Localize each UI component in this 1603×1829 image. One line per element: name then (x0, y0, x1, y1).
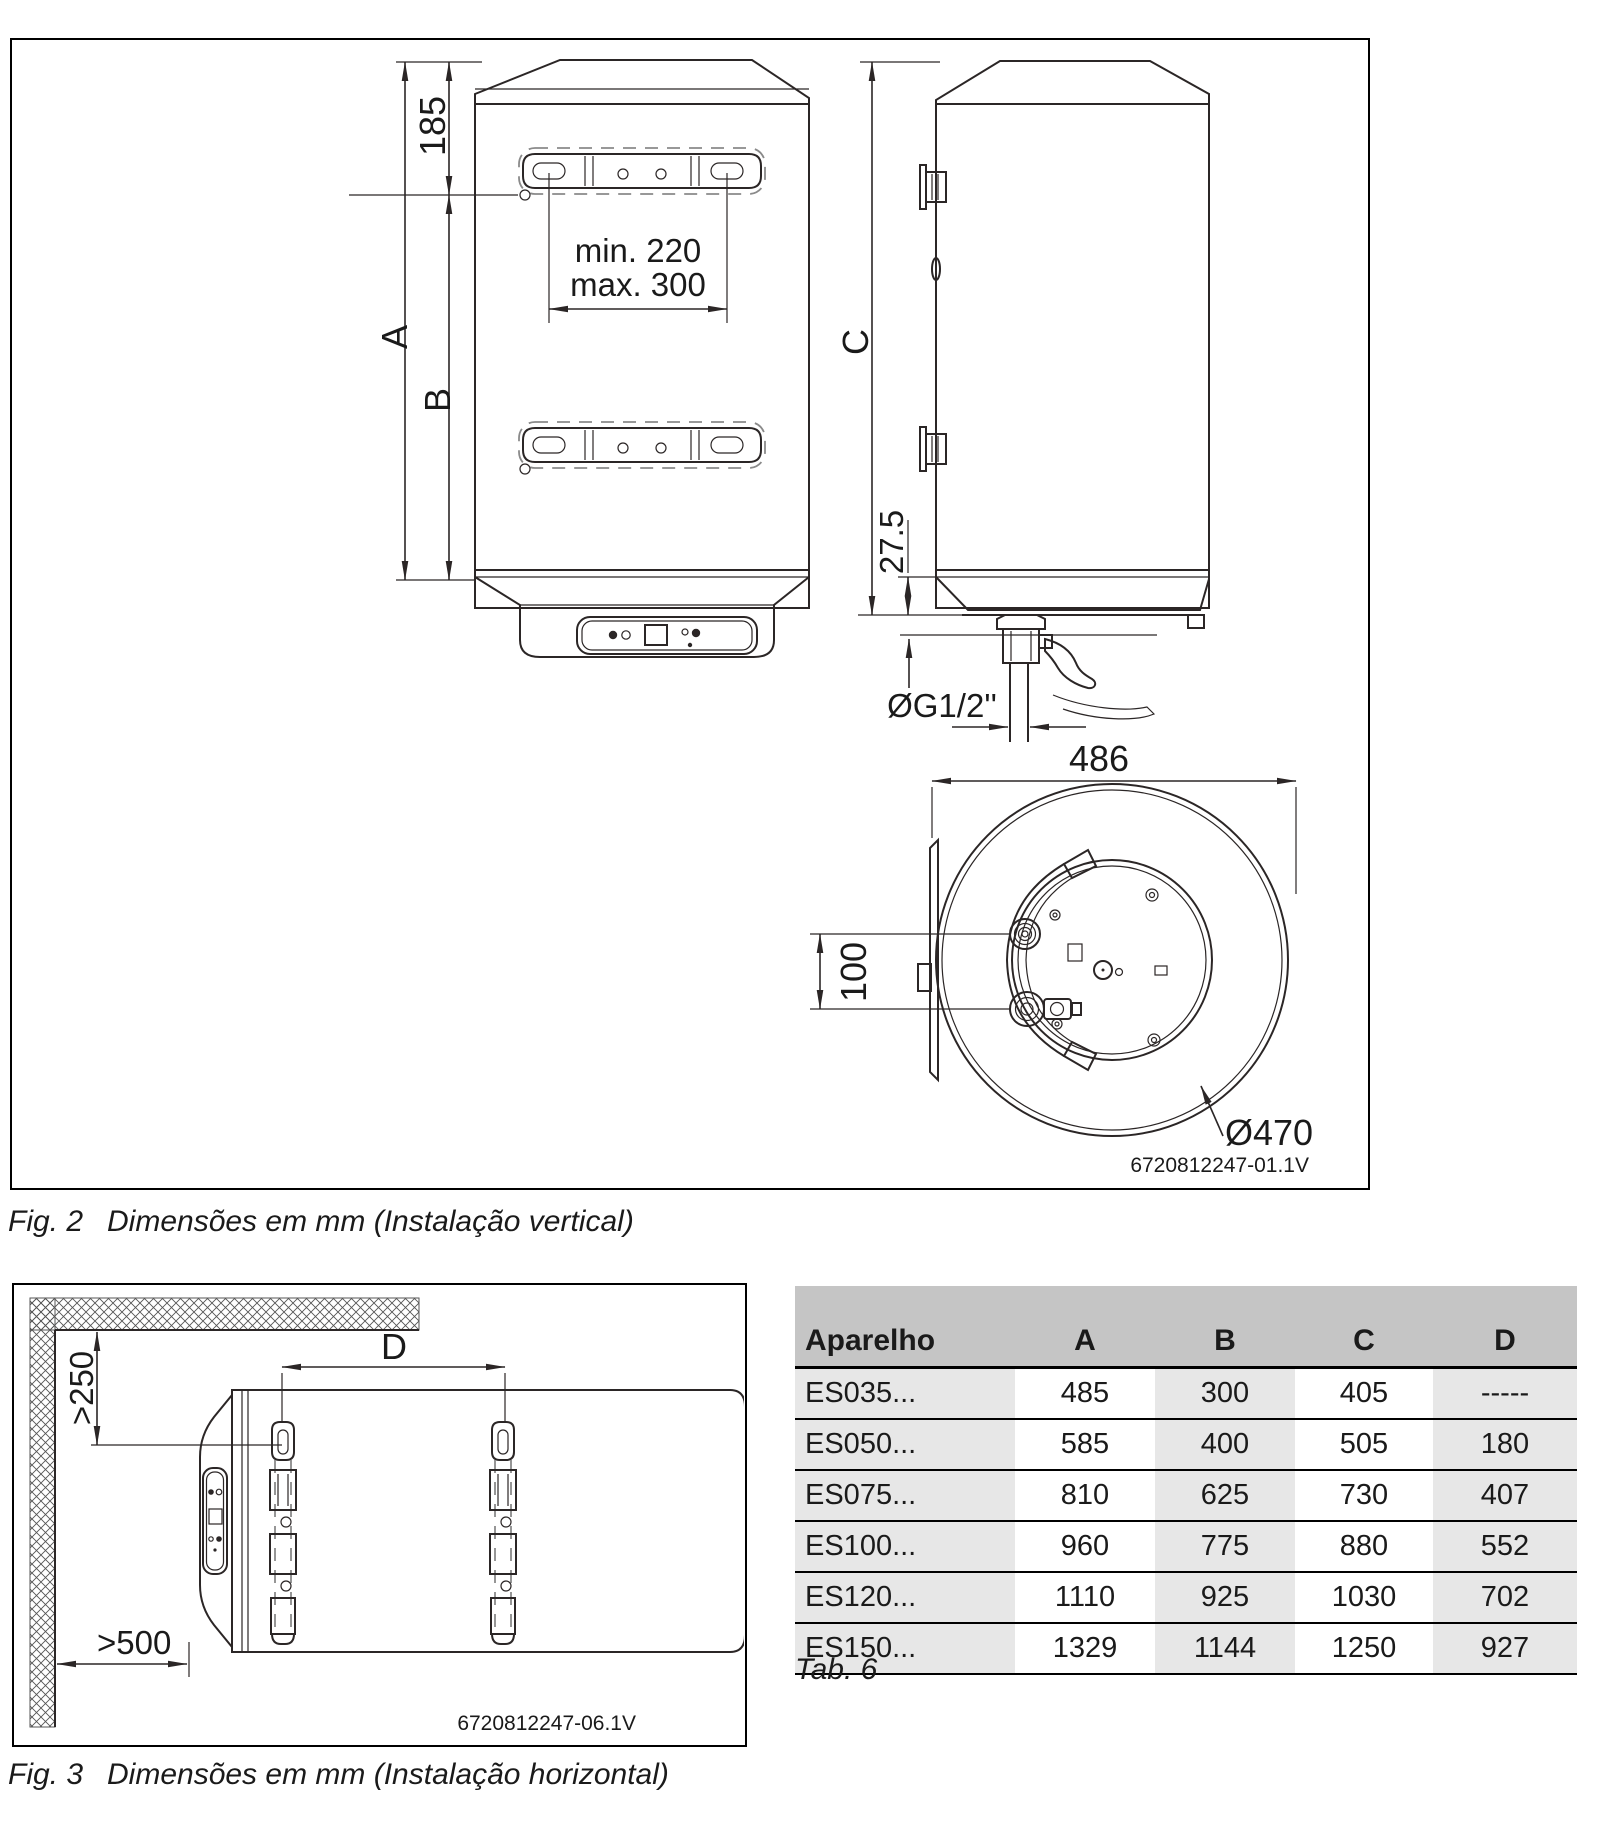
horizontal-tank (200, 1390, 744, 1652)
table-caption: Tab. 6 (795, 1653, 878, 1686)
cell-model: ES150... (795, 1623, 1015, 1674)
fig2-frame (10, 38, 1370, 1190)
panel-led-icon (682, 629, 688, 635)
cell-d: 702 (1433, 1572, 1577, 1623)
cell-b: 775 (1155, 1521, 1295, 1572)
column-header-d: D (1433, 1286, 1577, 1368)
cell-c: 405 (1295, 1368, 1433, 1420)
side-nub (1188, 615, 1204, 628)
dim-label-470: Ø470 (1225, 1112, 1314, 1153)
front-view (475, 60, 809, 657)
control-panel (203, 1468, 227, 1574)
dim-label-A: A (374, 324, 415, 350)
mounting-bracket (519, 148, 765, 200)
fig2-caption-text: Dimensões em mm (Instalação vertical) (107, 1205, 634, 1238)
column-header-a: A (1015, 1286, 1155, 1368)
cell-d: 180 (1433, 1419, 1577, 1470)
pipe-connection-port (1010, 919, 1040, 949)
cell-model: ES100... (795, 1521, 1015, 1572)
fig3-drawing (14, 1285, 744, 1744)
panel-led-icon (622, 631, 630, 639)
cell-d: 407 (1433, 1470, 1577, 1521)
dimension-table (795, 1286, 1577, 1675)
cell-model: ES120... (795, 1572, 1015, 1623)
fig3-caption (8, 1758, 669, 1792)
drawing-reference-number: 6720812247-01.1V (1130, 1154, 1309, 1177)
panel-led-icon (609, 631, 617, 639)
cell-b: 300 (1155, 1368, 1295, 1420)
side-view-dimensions (835, 62, 1086, 727)
cell-b: 1144 (1155, 1623, 1295, 1674)
cell-d: ----- (1433, 1368, 1577, 1420)
panel-display (645, 625, 667, 645)
cell-c: 730 (1295, 1470, 1433, 1521)
column-header-b: B (1155, 1286, 1295, 1368)
dim-label-min220: min. 220 (574, 232, 702, 269)
bottom-view (918, 784, 1288, 1136)
fig3-frame (12, 1283, 747, 1747)
wall-bracket-profile (920, 165, 946, 209)
dim-label-D: D (381, 1326, 407, 1367)
mounting-bracket (490, 1422, 516, 1644)
bracket-arc (1007, 864, 1064, 1056)
dim-label-486: 486 (1068, 738, 1130, 779)
table-header-row (795, 1286, 1577, 1368)
side-view (900, 61, 1209, 742)
fig3-caption-label: Fig. 3 (8, 1758, 84, 1791)
panel-display (209, 1509, 222, 1524)
control-panel (577, 617, 757, 654)
table-row (795, 1572, 1577, 1623)
bottom-view-dimensions (810, 738, 1313, 1177)
drawing-reference-number: 6720812247-06.1V (457, 1712, 636, 1735)
table-row (795, 1521, 1577, 1572)
cell-a: 1329 (1015, 1623, 1155, 1674)
pipe-connection-port (1010, 992, 1081, 1026)
panel-led-icon (688, 643, 692, 647)
panel-led-icon (216, 1536, 222, 1542)
dim-label-100: 100 (833, 941, 874, 1003)
bolt (1050, 889, 1160, 1046)
dim-label-250: >250 (63, 1350, 100, 1426)
fig3-caption-text: Dimensões em mm (Instalação horizontal) (107, 1758, 669, 1791)
cell-d: 927 (1433, 1623, 1577, 1674)
dim-label-500: >500 (97, 1624, 172, 1661)
panel-led-icon (216, 1489, 222, 1495)
cell-a: 960 (1015, 1521, 1155, 1572)
table-row (795, 1623, 1577, 1674)
fig2-drawing (12, 40, 1367, 1187)
wall-bracket-profile (920, 427, 946, 471)
safety-valve (997, 615, 1154, 742)
mounting-bracket (270, 1422, 296, 1644)
dim-label-185: 185 (412, 95, 453, 157)
dim-label-B: B (417, 387, 458, 413)
cell-c: 880 (1295, 1521, 1433, 1572)
cell-model: ES035... (795, 1368, 1015, 1420)
cell-a: 585 (1015, 1419, 1155, 1470)
table-row (795, 1419, 1577, 1470)
cell-a: 485 (1015, 1368, 1155, 1420)
panel-led-icon (208, 1489, 214, 1495)
cell-b: 400 (1155, 1419, 1295, 1470)
table-row (795, 1470, 1577, 1521)
cell-c: 1030 (1295, 1572, 1433, 1623)
column-header-aparelho: Aparelho (795, 1286, 1015, 1368)
fig2-caption (8, 1205, 634, 1239)
cell-model: ES050... (795, 1419, 1015, 1470)
panel-led-icon (209, 1537, 213, 1541)
cell-d: 552 (1433, 1521, 1577, 1572)
cell-c: 1250 (1295, 1623, 1433, 1674)
column-header-c: C (1295, 1286, 1433, 1368)
dim-label-C: C (835, 329, 876, 355)
fig2-caption-label: Fig. 2 (8, 1205, 84, 1238)
cell-model: ES075... (795, 1470, 1015, 1521)
cell-b: 625 (1155, 1470, 1295, 1521)
panel-led-icon (213, 1548, 216, 1551)
dim-label-27-5: 27.5 (873, 509, 910, 575)
cell-b: 925 (1155, 1572, 1295, 1623)
panel-led-icon (692, 629, 700, 637)
front-view-dimensions (349, 62, 727, 580)
mounting-bracket (519, 422, 765, 474)
dim-label-max300: max. 300 (570, 266, 706, 303)
cell-c: 505 (1295, 1419, 1433, 1470)
cell-a: 1110 (1015, 1572, 1155, 1623)
table-row (795, 1368, 1577, 1420)
dim-label-thread: ØG1/2'' (887, 687, 997, 724)
cell-a: 810 (1015, 1470, 1155, 1521)
fig3-dimensions (57, 1326, 636, 1735)
